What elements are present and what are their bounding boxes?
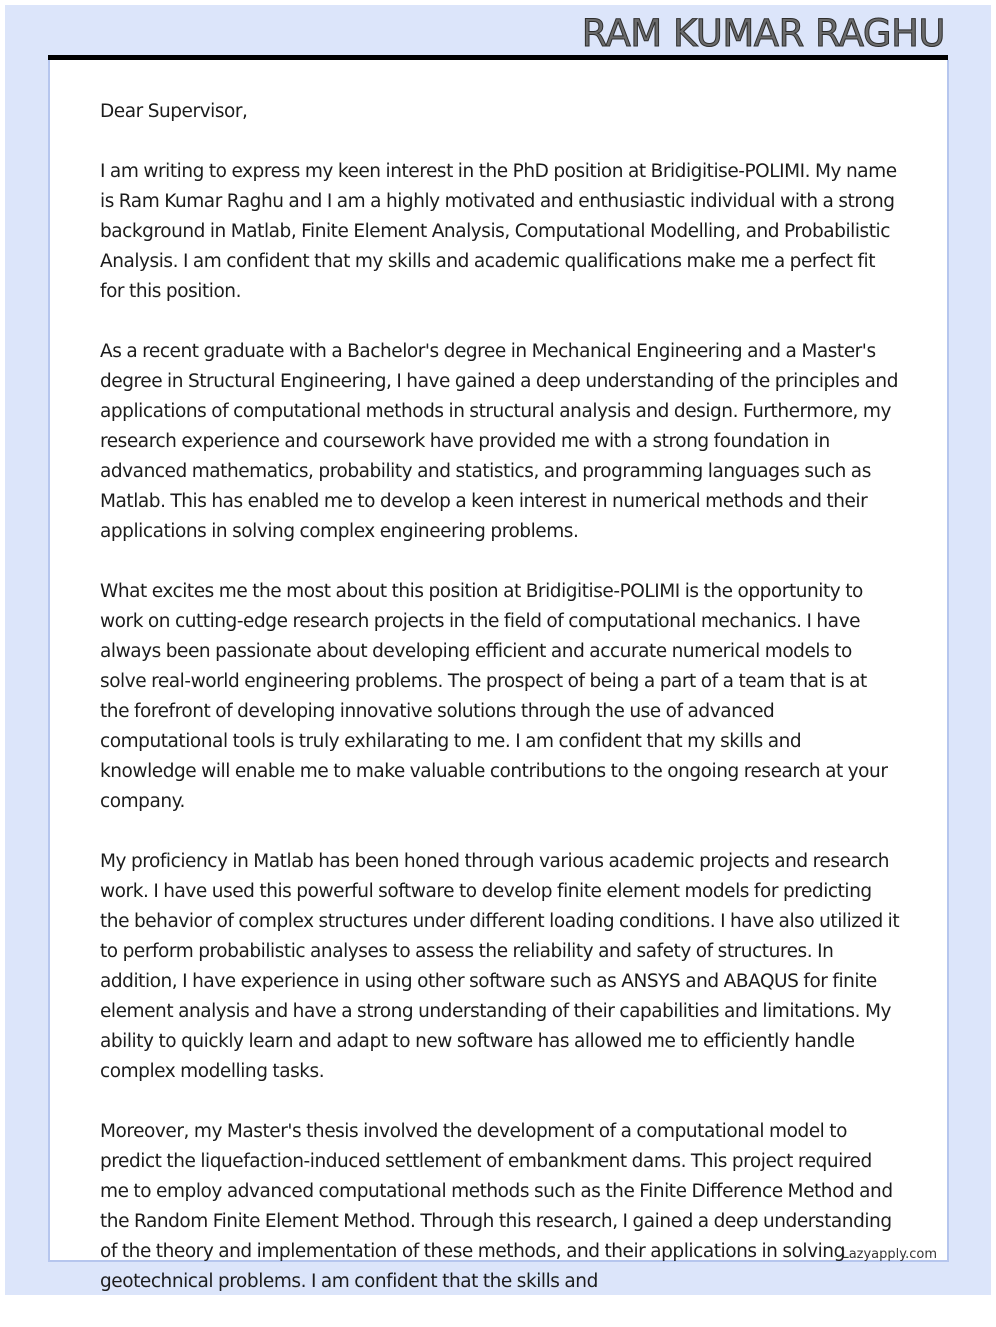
letter-paragraph: As a recent graduate with a Bachelor's degree in Mechanical Engineering and a Master's degree in Structural Engineering, I have gained a deep understanding of the principles and applications of computational methods in structural analysis and design. Furthermore, my research experience and coursework have provided me with a strong foundation in advanced mathematics, probability and statistics, and programming languages such as Matlab. This has enabled me to develop a keen interest in numerical methods and their applications in solving complex engineering problems.	[100, 341, 899, 542]
letter-body	[100, 97, 900, 1327]
letter-paragraph: My proficiency in Matlab has been honed through various academic projects and research work. I have used this powerful software to develop finite element models for predicting the behavior of complex structures under different loading conditions. I have also utilized it to perform probabilistic analyses to assess the reliability and safety of structures. In addition, I have experience in using other software such as ANSYS and ABAQUS for finite element analysis and have a strong understanding of their capabilities and limitations. My ability to quickly learn and adapt to new software has allowed me to efficiently handle complex modelling tasks.	[100, 851, 900, 1082]
watermark: Lazyapply.com	[841, 1247, 937, 1262]
salutation: Dear Supervisor,	[100, 101, 248, 122]
letter-paragraph: Moreover, my Master's thesis involved the development of a computational model to predict the liquefaction-induced settlement of embankment dams. This project required me to employ advanced computational methods such as the Finite Difference Method and the Random Finite Element Method. Through this research, I gained a deep understanding of the theory and implementation of these methods, and their applications in solving geotechnical problems. I am confident that the skills and	[100, 1121, 893, 1292]
letter-paragraph: What excites me the most about this position at Bridigitise-POLIMI is the opportunity to work on cutting-edge research projects in the field of computational mechanics. I have always been passionate about developing efficient and accurate numerical models to solve real-world engineering problems. The prospect of being a part of a team that is at the forefront of developing innovative solutions through the use of advanced computational tools is truly exhilarating to me. I am confident that my skills and knowledge will enable me to make valuable contributions to the ongoing research at your company.	[100, 581, 888, 812]
letter-paragraph: I am writing to express my keen interest in the PhD position at Bridigitise-POLIMI. My name is Ram Kumar Raghu and I am a highly motivated and enthusiastic individual with a strong background in Matlab, Finite Element Analysis, Computational Modelling, and Probabilistic Analysis. I am confident that my skills and academic qualifications make me a perfect fit for this position.	[100, 161, 897, 302]
applicant-name: RAM KUMAR RAGHU	[581, 12, 945, 55]
